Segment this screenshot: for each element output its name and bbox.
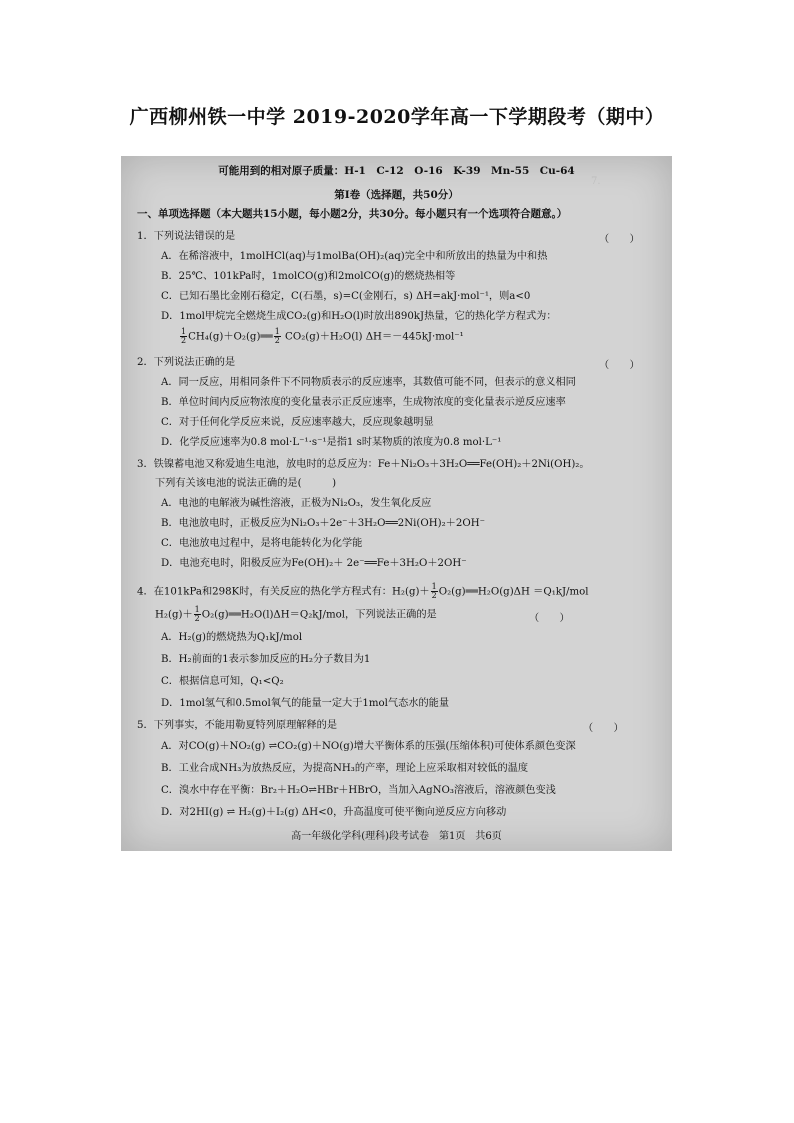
q2-answer-paren: （ ）	[599, 360, 640, 371]
q1-option-d-equation: $\frac{1}{2}$ CH₄(g)＋O₂(g)══ $\frac{1}{2}$ CO₂(g)＋H₂O(l) ΔH＝－445kJ·mol⁻¹	[181, 327, 464, 345]
q3-option-c: C．电池放电过程中，是将电能转化为化学能	[161, 538, 363, 549]
q4-stem-line1: 4．在101kPa和298K时，有关反应的热化学方程式有：H₂(g)＋ $\frac{1}{2}$ O₂(g)══H₂O(g)ΔH ＝Q₁kJ/mol	[137, 582, 589, 600]
fraction: $\frac{1}{2}$	[431, 582, 437, 600]
q3-option-d: D．电池充电时，阳极反应为Fe(OH)₂＋ 2e⁻══Fe＋3H₂O＋2OH⁻	[161, 558, 467, 569]
q2-option-b: B．单位时间内反应物浓度的变化量表示正反应速率，生成物浓度的变化量表示逆反应速率	[161, 397, 566, 408]
q4-stem-line2: H₂(g)＋ $\frac{1}{2}$ O₂(g)══H₂O(l)ΔH＝Q₂kJ/mol，下列说法正确的是	[155, 605, 437, 623]
q1-option-a: A．在稀溶液中，1molHCl(aq)与1molBa(OH)₂(aq)完全中和所放出的热量为中和热	[161, 251, 548, 262]
q5-option-d: D．对2HI(g) ⇌ H₂(g)＋I₂(g) ΔH<0，升高温度可使平衡向逆反应方向移动	[161, 807, 507, 818]
fraction: $\frac{1}{2}$	[274, 327, 280, 345]
part-title: 一、单项选择题（本大题共15小题，每小题2分，共30分。每小题只有一个选项符合题意。）	[137, 208, 568, 220]
bleed-through-mark: 7.	[591, 176, 601, 187]
q3-stem-line1: 3．铁镍蓄电池又称爱迪生电池，放电时的总反应为：Fe＋Ni₂O₃＋3H₂O══Fe(OH)₂＋2Ni(OH)₂。	[137, 459, 590, 470]
q4-option-a: A．H₂(g)的燃烧热为Q₁kJ/mol	[161, 632, 303, 643]
q3-stem-line2: 下列有关该电池的说法正确的是( )	[155, 478, 337, 489]
q2-option-d: D．化学反应速率为0.8 mol·L⁻¹·s⁻¹是指1 s时某物质的浓度为0.8 mol·L⁻¹	[161, 437, 502, 448]
q3-option-a: A．电池的电解液为碱性溶液，正极为Ni₂O₃，发生氧化反应	[161, 498, 432, 509]
q4-option-c: C．根据信息可知，Q₁<Q₂	[161, 676, 284, 687]
q3-option-b: B．电池放电时，正极反应为Ni₂O₃＋2e⁻＋3H₂O══2Ni(OH)₂＋2OH⁻	[161, 518, 485, 529]
fraction: $\frac{1}{2}$	[194, 605, 200, 623]
q1-option-c: C．已知石墨比金刚石稳定，C(石墨，s)=C(金刚石，s) ΔH=akJ·mol⁻¹，则a<0	[161, 291, 531, 302]
atomic-masses-line: 可能用到的相对原子质量：H-1 C-12 O-16 K-39 Mn-55 Cu-64	[218, 165, 575, 177]
document-title: 广西柳州铁一中学 2019-2020学年高一下学期段考（期中）	[129, 106, 665, 128]
q4-option-b: B．H₂前面的1表示参加反应的H₂分子数目为1	[161, 654, 371, 665]
q5-answer-paren: （ ）	[583, 723, 624, 734]
q2-option-c: C．对于任何化学反应来说，反应速率越大，反应现象越明显	[161, 417, 434, 428]
q1-stem: 1．下列说法错误的是	[137, 231, 236, 242]
page-footer: 高一年级化学科(理科)段考试卷 第1页 共6页	[291, 831, 502, 842]
scanned-exam-page	[121, 156, 672, 851]
q4-option-d: D．1mol氢气和0.5mol氧气的能量一定大于1mol气态水的能量	[161, 698, 450, 709]
q1-answer-paren: （ ）	[599, 234, 640, 245]
section-title: 第Ⅰ卷（选择题，共50分）	[334, 189, 459, 201]
fraction: $\frac{1}{2}$	[181, 327, 187, 345]
q1-option-d: D．1mol甲烷完全燃烧生成CO₂(g)和H₂O(l)时放出890kJ热量，它的热化学方程式为：	[161, 311, 557, 322]
q5-option-b: B．工业合成NH₃为放热反应，为提高NH₃的产率，理论上应采取相对较低的温度	[161, 763, 529, 774]
q5-option-c: C．溴水中存在平衡：Br₂＋H₂O⇌HBr＋HBrO，当加入AgNO₃溶液后，溶液颜色变浅	[161, 785, 556, 796]
q5-option-a: A．对CO(g)＋NO₂(g) ⇌CO₂(g)＋NO(g)增大平衡体系的压强(压缩体积)可使体系颜色变深	[161, 741, 576, 752]
q2-option-a: A．同一反应，用相同条件下不同物质表示的反应速率，其数值可能不同，但表示的意义相同	[161, 377, 576, 388]
q4-answer-paren: （ ）	[529, 613, 570, 624]
q1-option-b: B．25℃、101kPa时，1molCO(g)和2molCO(g)的燃烧热相等	[161, 271, 456, 282]
q2-stem: 2．下列说法正确的是	[137, 357, 236, 368]
q5-stem: 5．下列事实，不能用勒夏特列原理解释的是	[137, 720, 338, 731]
